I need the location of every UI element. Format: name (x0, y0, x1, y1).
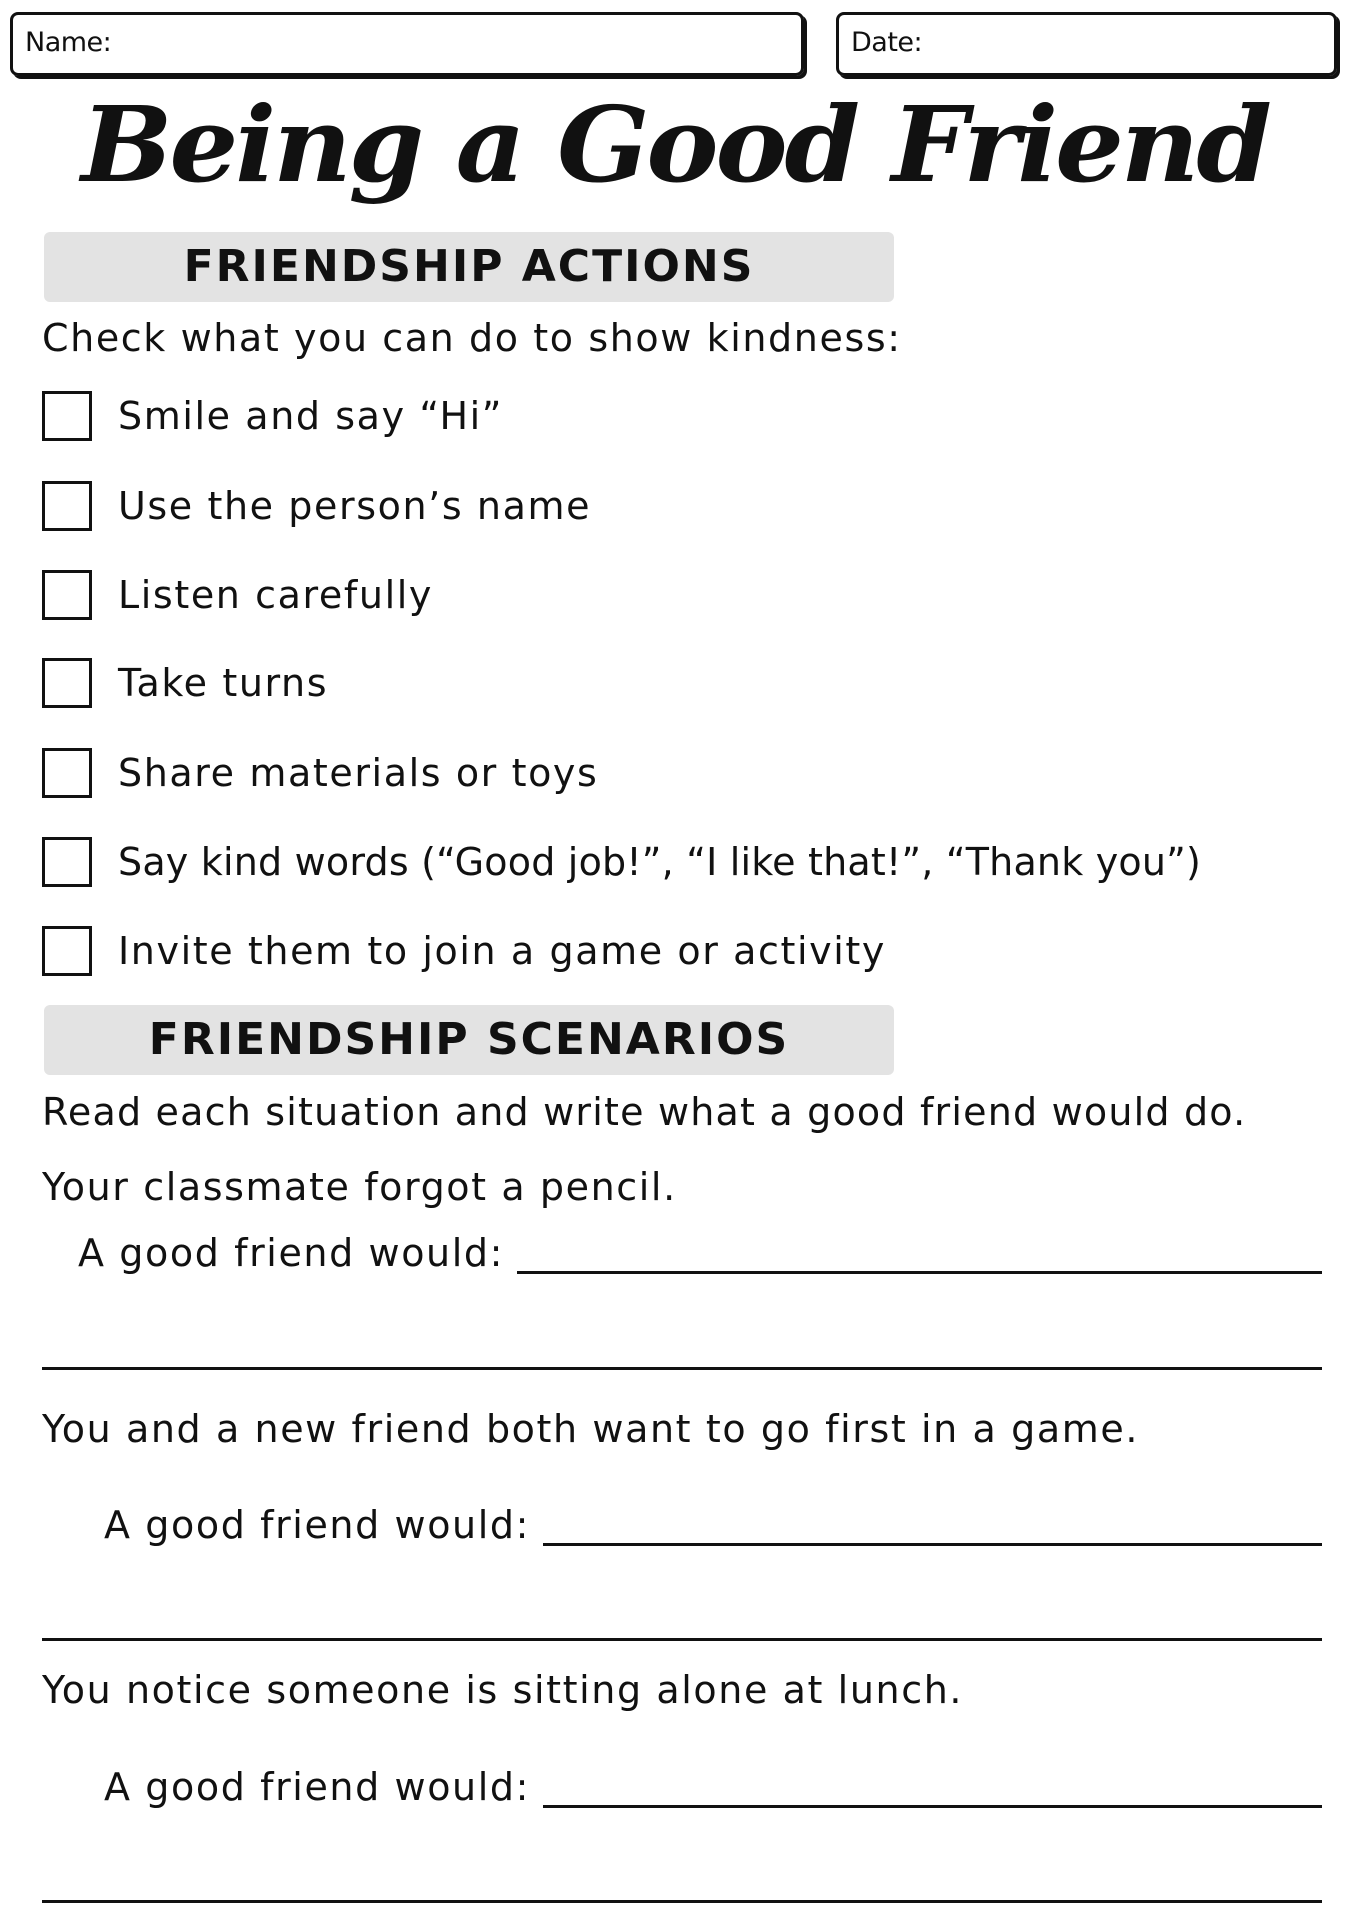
section-heading-scenarios: FRIENDSHIP SCENARIOS (44, 1005, 894, 1075)
page-title: Being a Good Friend (81, 83, 1269, 206)
name-field[interactable] (10, 12, 804, 76)
name-label: Name: (25, 27, 112, 58)
checklist-item[interactable] (42, 388, 503, 444)
scenario-situation: Your classmate forgot a pencil. (42, 1165, 677, 1209)
checklist-item[interactable] (42, 745, 598, 801)
checklist-item[interactable] (42, 923, 886, 979)
checkbox[interactable] (42, 837, 92, 887)
actions-instructions: Check what you can do to show kindness: (42, 316, 902, 360)
checkbox[interactable] (42, 391, 92, 441)
checkbox[interactable] (42, 748, 92, 798)
checklist-item[interactable] (42, 655, 328, 711)
date-label: Date: (851, 27, 923, 58)
checklist-item-label: Say kind words (“Good job!”, “I like that!”, “Thank you”) (118, 840, 1202, 884)
checklist-item-label: Smile and say “Hi” (118, 394, 504, 438)
checklist-item[interactable] (42, 834, 1201, 890)
checkbox[interactable] (42, 658, 92, 708)
scenario-situation: You and a new friend both want to go first in a game. (42, 1407, 1139, 1451)
answer-line[interactable] (42, 1900, 1322, 1903)
answer-line[interactable] (543, 1805, 1322, 1808)
checklist-item-label: Use the person’s name (118, 484, 592, 528)
checklist-item-label: Take turns (118, 661, 329, 705)
answer-line[interactable] (543, 1543, 1322, 1546)
checklist-item-label: Listen carefully (118, 573, 433, 617)
checklist-item-label: Invite them to join a game or activity (118, 929, 886, 973)
checkbox[interactable] (42, 481, 92, 531)
scenario-prompt: A good friend would: (104, 1765, 531, 1809)
scenario-situation: You notice someone is sitting alone at lunch. (42, 1668, 964, 1712)
checkbox[interactable] (42, 926, 92, 976)
checkbox[interactable] (42, 570, 92, 620)
checklist-item[interactable] (42, 478, 591, 534)
date-field[interactable] (836, 12, 1337, 76)
section-heading-actions: FRIENDSHIP ACTIONS (44, 232, 894, 302)
checklist-item[interactable] (42, 567, 433, 623)
scenario-prompt: A good friend would: (104, 1503, 531, 1547)
scenario-prompt: A good friend would: (78, 1231, 505, 1275)
scenarios-instructions: Read each situation and write what a good friend would do. (42, 1090, 1247, 1134)
checklist-item-label: Share materials or toys (118, 751, 599, 795)
answer-line[interactable] (42, 1638, 1322, 1641)
answer-line[interactable] (42, 1367, 1322, 1370)
answer-line[interactable] (517, 1271, 1322, 1274)
